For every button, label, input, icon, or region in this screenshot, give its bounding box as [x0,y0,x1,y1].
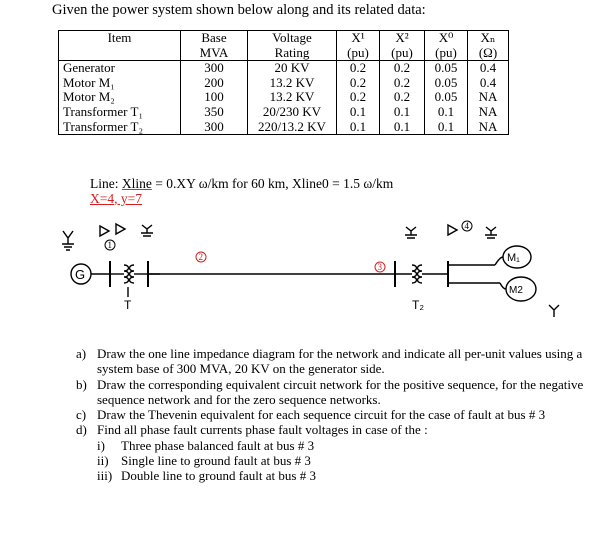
table-row [59,76,509,91]
data-table [58,30,509,135]
table-cell: Generator [59,61,181,76]
table-header-row [59,31,509,46]
header-rating: Rating [248,46,337,61]
header-mva: MVA [181,46,248,61]
table-cell: 0.1 [337,105,380,120]
generator-ground-icon [62,231,74,250]
table-cell: 0.2 [337,76,380,91]
t2-secondary-coil [418,265,423,283]
m1-ground-icon [485,227,497,238]
table-cell: 0.4 [468,61,509,76]
question-text: Draw the Thevenin equivalent for each sequence circuit for the case of fault at bus # 3 [97,407,546,423]
t1-primary-coil [124,265,129,283]
header-voltage: Voltage [248,31,337,46]
table-cell: 100 [181,90,248,105]
delta-symbol-t2 [448,225,457,235]
t1-secondary-coil [130,265,135,283]
question-c [76,407,596,422]
wye-ground-t1 [141,225,153,236]
one-line-diagram [0,205,605,345]
header-xn: Xₙ [468,31,509,46]
table-cell: 0.1 [425,120,468,135]
subitem-label: ii) [97,453,109,469]
table-cell: 0.4 [468,76,509,91]
table-cell: 13.2 KV [248,90,337,105]
table-cell: 20/230 KV [248,105,337,120]
header-unit-x2: (pu) [380,46,425,61]
question-text: Draw the one line impedance diagram for the network and indicate all per-unit values using a system base of 300 MVA, 20 KV on the generator side. [97,346,583,377]
question-d [76,422,596,437]
header-item: Item [59,31,181,46]
m1-label: M₁ [507,252,520,264]
table-cell: 300 [181,120,248,135]
table-header-row-2 [59,46,509,61]
table-cell: 0.05 [425,90,468,105]
t2-label: T₂ [412,298,424,312]
subitem-i [76,438,596,453]
table-cell: NA [468,120,509,135]
header-unit-xn: (Ω) [468,46,509,61]
table-cell: 20 KV [248,61,337,76]
table-cell: Transformer T₁ [59,105,181,120]
table-cell: 13.2 KV [248,76,337,91]
table-cell: Transformer T₂ [59,120,181,135]
subitem-text: Double line to ground fault at bus # 3 [121,468,316,484]
m2-label: M2 [509,285,523,296]
table-row [59,61,509,76]
handwritten-x: X=4 [90,191,115,206]
table-cell: 350 [181,105,248,120]
table-cell: 0.2 [337,61,380,76]
table-cell: 0.05 [425,61,468,76]
header-unit-x0: (pu) [425,46,468,61]
question-label: d) [76,422,87,438]
header-x2: X² [380,31,425,46]
question-b [76,377,596,408]
header-x1: X¹ [337,31,380,46]
handwritten-sep: , [114,191,118,206]
subitem-label: i) [97,437,105,453]
subitem-ii [76,453,596,468]
bus-number-1: 1 [107,240,112,250]
delta-symbol-gen [100,226,109,236]
table-cell: 0.1 [380,120,425,135]
table-cell: 0.1 [380,105,425,120]
t2-primary-coil [412,265,417,283]
bus-number-2: 2 [198,252,203,262]
line-rest: = 0.XY ω/km for 60 km, Xline0 = 1.5 ω/km [151,176,394,191]
table-cell: 0.1 [425,105,468,120]
subitem-text: Single line to ground fault at bus # 3 [121,453,311,469]
wye-ground-t2 [405,227,417,238]
table-cell: 220/13.2 KV [248,120,337,135]
question-label: b) [76,376,87,392]
table-cell: 0.2 [337,90,380,105]
xline-term: Xline [121,176,152,191]
subitem-label: iii) [97,468,113,484]
question-label: c) [76,407,87,423]
table-cell: NA [468,105,509,120]
header-base: Base [181,31,248,46]
questions-section [76,346,596,484]
line-data-text [90,176,393,192]
table-cell: 0.05 [425,76,468,91]
line-prefix: Line: [90,176,122,191]
subitem-text: Three phase balanced fault at bus # 3 [121,437,315,453]
problem-title: Given the power system shown below along and its related data: [52,2,426,18]
bus-number-3: 3 [377,262,382,272]
table-cell: 0.2 [380,90,425,105]
question-a [76,346,596,377]
generator-label: G [75,267,86,282]
table-cell: 200 [181,76,248,91]
table-cell: 0.1 [337,120,380,135]
header-unit-x1: (pu) [337,46,380,61]
table-cell: NA [468,90,509,105]
table-cell: 0.2 [380,76,425,91]
table-row [59,120,509,135]
header-item-2 [59,46,181,61]
question-text: Draw the corresponding equivalent circuit network for the positive sequence, for the negative sequence network and for the zero sequence networks. [97,376,584,407]
question-text: Find all phase fault currents phase fault voltages in case of the : [97,422,428,438]
delta-symbol-t1 [116,224,125,234]
table-cell: Motor M₁ [59,76,181,91]
handwritten-y: y=7 [117,191,142,206]
bus-number-4: 4 [464,221,469,231]
table-cell: 0.2 [380,61,425,76]
m2-wye-icon [549,305,559,317]
table-cell: 300 [181,61,248,76]
table-cell: Motor M₂ [59,90,181,105]
table-row [59,105,509,120]
table-row [59,90,509,105]
t1-label: T [124,298,132,312]
question-label: a) [76,346,87,361]
header-x0: X⁰ [425,31,468,46]
subitem-iii [76,468,596,483]
